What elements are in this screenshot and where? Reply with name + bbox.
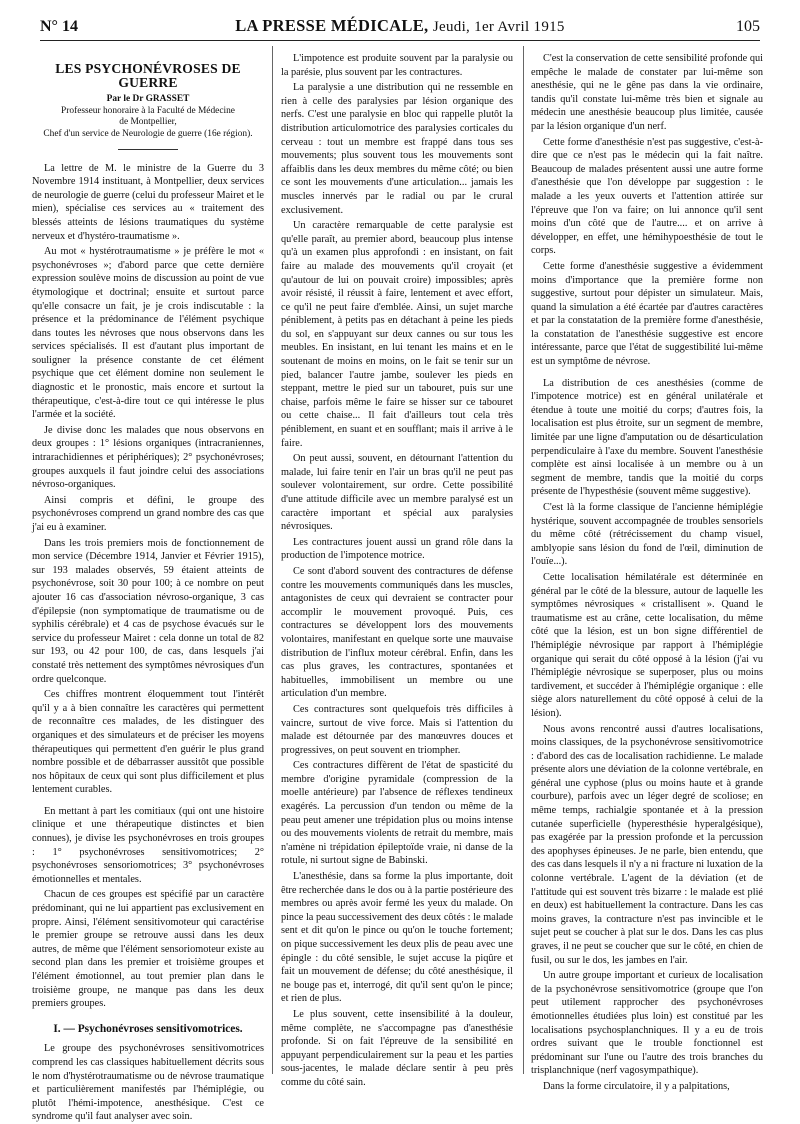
paragraph: On peut aussi, souvent, en détournant l'attention du malade, lui faire tenir en l'air un bras qu'il ne peut pas soulever volontairement, sur ordre. Cette possibilité d'une attitude difficile avec un membre paralysé est un caractère important et spécial aux paralysies névrosiques. <box>281 453 513 533</box>
page-header <box>40 12 760 38</box>
paragraph: La paralysie a une distribution qui ne ressemble en rien à celle des paralysies par lésion organique des nerfs. C'est une paralysie en bloc qui rappelle plutôt la distribution articulomotrice des paralysies corticales du cerveau : tout un membre est frappé dans tous ses mouvements; plus souvent tous les mouvements sont affaiblis dans les deux membres du même côté; ou bien ce sont les mouvements d'une articulation... jamais les muscles innervés par le radial ou par le crural exclusivement. <box>281 82 513 216</box>
author-byline: Par le Dr GRASSET <box>106 94 190 105</box>
paragraph: Cette forme d'anesthésie suggestive a évidemment moins d'importance que la première forme non suggestive, surtout pour dépister un simulateur. Mais, quand la simulation a été écartée par d'autres caractères et par la constatation de la première forme d'anesthésie, la constatation de l'anesthésie suggestive est encore intéressante, parce que l'état de suggestibilité lui-même est un symptôme de névrose. <box>531 260 763 368</box>
page-number: 105 <box>736 18 760 35</box>
paragraph: L'anesthésie, dans sa forme la plus importante, doit être recherchée dans le dos ou à la partie postérieure des membres ou après avoir fermé les yeux du malade. On pince la peau successivement des deux côtés : le malade sent et dit qu'on le pince ou qu'on le touche fortement; on pique successivement les deux plis de peau avec une épingle : du côté sensible, le sujet accuse la piqûre et fait un mouvement de défense; du côté anesthésique, il ne bouge pas et, interrogé, dit qu'il sent qu'on le pince; et rien de plus. <box>281 871 513 1005</box>
paragraph: Un autre groupe important et curieux de localisation de la psychonévrose sensitivomotrice (groupe que l'on peut utilement rapprocher des psychonévroses émotionnelles étudiées plus loin) est constitué par les localisations psychosplanchniques. Il y a eu de trois ordres suivant que le trouble fonctionnel est prédominant sur l'une ou l'autre des trois branches du trisplanchnique (nerf vagosympathique). <box>531 970 763 1077</box>
issue-number: N° 14 <box>40 18 78 35</box>
paragraph: Le plus souvent, cette insensibilité à la douleur, même complète, ne s'accompagne pas d'anesthésie profonde. Si on fait l'épreuve de la sensibilité en appuyant perpendiculairement sur la peau et les parties sous-jacentes, le malade déclare sentir à peu près comme du côté sain. <box>281 1008 513 1088</box>
column-divider <box>272 46 273 1074</box>
paragraph: Cette localisation hémilatérale est déterminée en général par le côté de la blessure, autour de laquelle les symptômes névrosiques « cristallisent ». Quand le traumatisme est au crâne, cette localisation, du même côté que la lésion, est un bon signe différentiel de l'hémiplégie névrosique par rapport à l'hémiplégie organique qui serait du côté opposé à la lésion (j'ai vu l'hémiplégie névrosique se superposer, plus ou moins tardivement, et succéder à l'hémiplégie organique : elle siège alors naturellement du côté opposé à celui de la lésion). <box>531 571 763 719</box>
section-heading <box>32 1023 264 1037</box>
paragraph: C'est la conservation de cette sensibilité profonde qui empêche le malade de constater par lui-même son anesthésie, qui ne le gêne pas dans la vie ordinaire, tandis qu'il constate lui-même très bien et signale au médecin une anesthésie beaucoup plus limitée, causée par la lésion organique d'un nerf. <box>531 53 763 132</box>
author-affiliation-line: de Montpellier, <box>119 117 177 128</box>
column-1 <box>32 52 264 1123</box>
title-separator <box>118 149 178 150</box>
paragraph: Au mot « hystérotraumatisme » je préfère le mot « psychonévroses »; d'abord parce que cette dernière expression soulève moins de discussion au point de vue étymologique et doctrinal; ensuite et surtout parce qu'elle consacre un fait, je je crois indiscutable : la présence et la prédominance de l'élément psychique dans toutes les névroses que nous observons dans les services spécialisés. Il est d'autant plus important de souligner la présence constante de cet élément psychique que cet élément domine non seulement le diagnostic et le pronostic, mais encore et surtout la thérapeutique, c'est-à-dire tout ce qui intéresse le plus l'armée et la société. <box>32 246 264 421</box>
paragraph: Chacun de ces groupes est spécifié par un caractère prédominant, qui ne lui appartient pas exclusivement en propre. Ainsi, l'élément sensitivomoteur qui caractérise le premier groupe se retrouve aussi dans les deux autres, de même que l'élément sensoriomoteur existe au second plan dans les premier et troisième groupes et l'élément émotionnel, au tout premier plan dans le troisième groupe, ne manque pas dans les deux premiers groupes. <box>32 889 264 1010</box>
paragraph: La distribution de ces anesthésies (comme de l'impotence motrice) est en général unilatérale et étendue à toute une moitié du corps; d'autres fois, la localisation est plus étroite, sur un segment de membre, limitée par une ligne d'amputation ou de désarticulation perpendiculaire à l'axe du membre. Souvent l'anesthésie complète est ainsi localisée à un membre ou à un segment de membre, tandis que la moitié du corps présente de l'hypesthésie (souvent même suggestive). <box>531 377 763 498</box>
paragraph: Les contractures jouent aussi un grand rôle dans la production de l'impotence motrice. <box>281 536 513 562</box>
column-3 <box>531 52 763 1092</box>
paragraph: La lettre de M. le ministre de la Guerre du 3 Novembre 1914 instituant, à Montpellier, deux services de neurologie de guerre (celui du professeur Mairet et le mien), spécialise ces services au « traitement des blessés atteints de lésions traumatiques du système nerveux et d'hystéro-traumatisme ». <box>32 162 264 242</box>
paragraph: Ces contractures diffèrent de l'état de spasticité du membre d'origine pyramidale (compression de la moelle antérieure) par l'absence de réflexes tendineux exagérés. La percussion d'un tendon ou même de la peau peut amener une trépidation plus ou moins intense ou des mouvements violents de retrait du membre, mais n'amène ni trépidation épileptoïde vraie, ni danse de la rotule, ni surtout signe de Babinski. <box>281 760 513 867</box>
column-divider <box>523 46 524 1074</box>
paragraph: Ainsi compris et défini, le groupe des psychonévroses comprend un grand nombre des cas que j'ai eu à examiner. <box>32 494 264 533</box>
paragraph: Un caractère remarquable de cette paralysie est qu'elle paraît, au premier abord, beaucoup plus intense qu'à un examen plus approfondi : en insistant, on fait faire au malade des mouvements qu'il croyait (et qu'autour de lui on pouvait croire) impossibles; après avoir résisté, il réussit à faire, lentement et avec effort, ce qu'il ne peut faire d'emblée. Ainsi, un sujet marche péniblement, à petits pas en détachant à peine les pieds du sol, en s'appuyant sur deux cannes ou sur tous les meubles. En insistant, en lui tenant les mains et en le soutenant de moins en moins, on le fait se tenir sur un pied, balancer l'autre jambe, soulever les pieds en steppant, mettre le pied sur un tabouret, puis sur une chaise, parfois même le faire se hisser sur ce tabouret ou cette chaise... Il fait d'ailleurs tout cela très péniblement, en suant et en soufflant; mais il arrive à le faire. <box>281 220 513 449</box>
journal-title: LA PRESSE MÉDICALE, <box>235 16 429 35</box>
paragraph: Ces chiffres montrent éloquemment tout l'intérêt qu'il y a à bien connaître les caractères qui permettent de reconnaître ces malades, de les distinguer des organiques et des simulateurs et de préciser les moyens thérapeutiques qui permettent d'en guérir le plus grand nombre possible et de débarrasser aussitôt que possible nos hôpitaux de ceux qui sont plus difficilement et plus lentement curables. <box>32 689 264 796</box>
paragraph: Ces contractures sont quelquefois très difficiles à vaincre, surtout de vive force. Mais si l'attention du malade est détournée par des manœuvres douces et progressives, on peut souvent en triompher. <box>281 703 513 756</box>
paragraph: C'est là la forme classique de l'ancienne hémiplégie hystérique, souvent accompagnée de troubles sensoriels du même côté (rétrécissement du champ visuel, amblyopie sans lésion du fond de l'œil, diminution de l'ouïe...). <box>531 502 763 568</box>
paragraph: Je divise donc les malades que nous observons en deux groupes : 1° lésions organiques (intracraniennes, intrarachidiennes et périphériques); 2° psychonévroses; groupes auxquels il faut joindre celui des associations névroso-organiques. <box>32 424 264 491</box>
paragraph: L'impotence est produite souvent par la paralysie ou la parésie, plus souvent par les contractures. <box>281 53 513 78</box>
section-heading-text: I. — Psychonévroses sensitivomotrices. <box>53 1022 243 1035</box>
paragraph: Dans la forme circulatoire, il y a palpitations, <box>543 1080 730 1092</box>
article-title: LES PSYCHONÉVROSES DE GUERRE <box>55 61 241 90</box>
paragraph: Dans les trois premiers mois de fonctionnement de mon service (Décembre 1914, Janvier et Février 1915), sur 193 malades observés, 59 étaient atteints de psychonévrose, soit 30 pour 100; à ce nombre on peut ajouter 16 cas d'association névroso-organique, 3 cas d'épilepsie (non symptomatique de traumatisme ou de syphilis cérébrale) et 4 cas de psychose évacués sur le service du professeur Mairet : cela donne un total de 82 sur 193, ou 42 pour 100, de cas, dans lesquels j'ai constaté très nettement des symptômes névrosiques d'un ordre quelconque. <box>32 537 264 685</box>
paragraph: Cette forme d'anesthésie n'est pas suggestive, c'est-à-dire que ce n'est pas le médecin qui la fait naître. Beaucoup de malades présentent aussi une autre forme d'anesthésie que l'on développe par suggestion : le malade a les yeux ouverts et l'attention attirée sur l'épreuve que l'on va faire; on lui annonce qu'il sent moins d'un côté que de l'autre.... et on arrive à développer, en effet, une hémihypoesthésie de tout le corps. <box>531 136 763 257</box>
column-2 <box>281 52 513 1088</box>
masthead <box>40 16 760 36</box>
issue-date: Jeudi, 1er Avril 1915 <box>432 19 565 35</box>
paragraph: Ce sont d'abord souvent des contractures de défense contre les mouvements communiqués dans les muscles, antagonistes de ceux qui devraient se contracter pour accomplir le mouvement provoqué. Puis, ces contractures se développent lors des mouvements volontaires, manifestant en quelque sorte une mauvaise distribution de l'influx moteur cérébral. Enfin, dans les cas plus graves, les contractures, spontanées et habituelles, immobilisent un membre ou une articulation d'un membre. <box>281 565 513 700</box>
paragraph: Le groupe des psychonévroses sensitivomotrices comprend les cas classiques habituellement décrits sous le nom d'hystérotraumatisme ou de névrose traumatique et particulièrement manifestés par l'hémiplégie, ou plutôt l'hémi-impotence, anesthésique. C'est ce syndrome qu'il faut analyser avec soin. <box>32 1043 264 1123</box>
header-rule <box>40 40 760 41</box>
paragraph: En mettant à part les comitiaux (qui ont une histoire clinique et une thérapeutique distinctes et bien connues), je divise les psychonévroses en trois groupes : 1° psychonévroses sensitivomotrices; 2° psychonévroses sensoriomotrices; 3° psychonévroses émotionnelles et mentales. <box>32 805 264 885</box>
author-affiliation-line: Professeur honoraire à la Faculté de Médecine <box>61 105 235 116</box>
author-affiliation-line: Chef d'un service de Neurologie de guerre (16e région). <box>43 128 253 139</box>
paragraph: Nous avons rencontré aussi d'autres localisations, moins classiques, de la psychonévrose sensitivomotrice : d'abord des cas de localisation rachidienne. Le malade présente alors une déviation de la colonne vertébrale, en général une cyphose (plus ou moins haute et à grande courbure), parfois avec un léger degré de scoliose; en même temps, rachialgie spontanée et à la pression cutanée superficielle (hyperesthésie hyperalgésique), pas exagérée par la pression profonde et la percussion des apophyses épineuses. Je ne parle, bien entendu, que des cas dans lesquels il n'y a ni fracture ni luxation de la colonne vertébrale. L'agent de la déviation (et de l'attitude qui est souvent très bizarre : le malade est plié en deux) est habituellement la contracture. Dans les cas moins graves, la contracture n'est pas invincible et le sujet peut se coucher à plat sur le dos. Dans les cas plus graves, il ne peut se coucher que sur le côté, en chien de fusil, ou sur le dos, les jambes en l'air. <box>531 723 763 966</box>
